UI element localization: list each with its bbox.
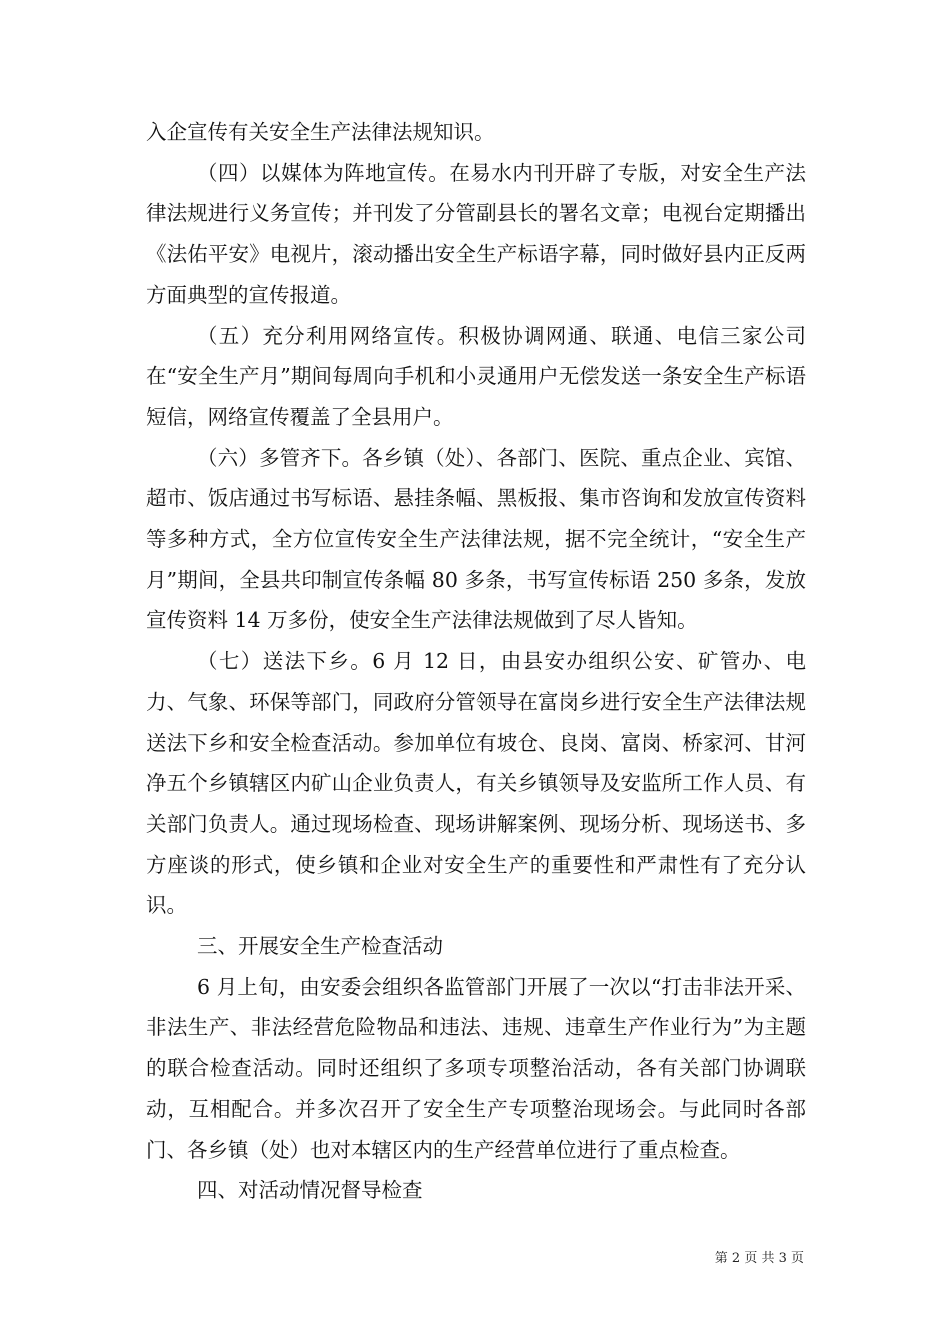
section-heading: 三、开展安全生产检查活动 [197, 934, 443, 959]
paragraph: 入企宣传有关安全生产法律法规知识。 [146, 120, 495, 144]
paragraph: （五）充分利用网络宣传。积极协调网通、联通、电信三家公司在“安全生产月”期间每周向手机和小灵通用户无偿发送一条安全生产标语短信，网络宣传覆盖了全县用户。 [146, 323, 806, 429]
paragraph: （六）多管齐下。各乡镇（处）、各部门、医院、重点企业、宾馆、超市、饭店通过书写标语、悬挂条幅、黑板报、集市咨询和发放宣传资料等多种方式，全方位宣传安全生产法律法规，据不完全统计，“安全生产月”期间，全县共印制宣传条幅 80 多条，书写宣传标语 250 多条，发放宣传资料 14 万多份，使安全生产法律法规做到了尽人皆知。 [146, 445, 806, 633]
paragraph: （七）送法下乡。6 月 12 日，由县安办组织公安、矿管办、电力、气象、环保等部门，同政府分管领导在富岗乡进行安全生产法律法规送法下乡和安全检查活动。参加单位有坡仓、良岗、富岗、桥家河、甘河净五个乡镇辖区内矿山企业负责人，有关乡镇领导及安监所工作人员、有关部门负责人。通过现场检查、现场讲解案例、现场分析、现场送书、多方座谈的形式，使乡镇和企业对安全生产的重要性和严肃性有了充分认识。 [146, 649, 806, 918]
page-footer: 第 2 页 共 3 页 [714, 1251, 804, 1266]
paragraph: 6 月上旬，由安委会组织各监管部门开展了一次以“打击非法开采、非法生产、非法经营危险物品和违法、违规、违章生产作业行为”为主题的联合检查活动。同时还组织了多项专项整治活动，各有关部门协调联动，互相配合。并多次召开了安全生产专项整治现场会。与此同时各部门、各乡镇（处）也对本辖区内的生产经营单位进行了重点检查。 [146, 974, 806, 1162]
section-heading: 四、对活动情况督导检查 [197, 1178, 423, 1203]
paragraph: （四）以媒体为阵地宣传。在易水内刊开辟了专版，对安全生产法律法规进行义务宣传；并刊发了分管副县长的署名文章；电视台定期播出《法佑平安》电视片，滚动播出安全生产标语字幕，同时做好县内正反两方面典型的宣传报道。 [146, 160, 806, 307]
document-body [146, 112, 806, 1211]
